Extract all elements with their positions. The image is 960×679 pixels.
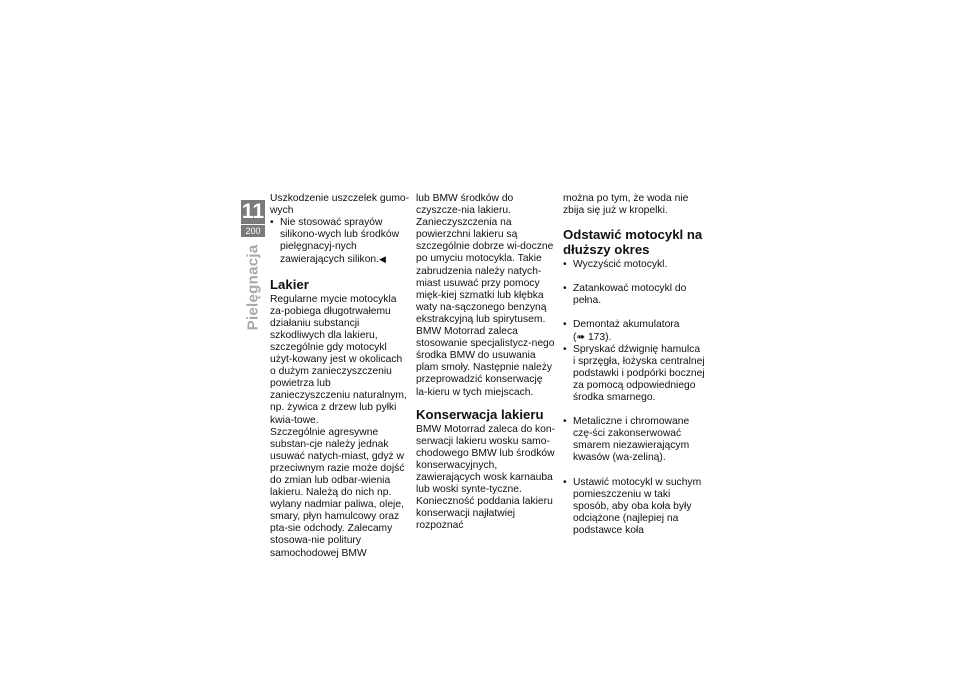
end-marker-icon: ◀ [379, 254, 386, 265]
section-title: Pielęgnacja [244, 244, 262, 331]
paragraph: Regularne mycie motocykla za-pobiega długotrwałemu działaniu substancji szkodliwych dla lakieru, szczególnie gdy motocykl użyt-kowany jest w okolicach o dużym zanieczyszczeniu powietrza lub zanieczyszczeniu naturalnym, np. żywica z drzew lub pyłki kwia-towe. [270, 293, 407, 426]
section-heading-lakier: Lakier [270, 276, 309, 292]
list-item-text: Demontaż akumulatora [573, 319, 680, 331]
chapter-tab [241, 200, 265, 237]
paragraph: Konieczność poddania lakieru konserwacji najłatwiej rozpoznać [416, 496, 553, 532]
list-item: • Zatankować motocykl do pełna. [563, 283, 705, 307]
silicone-warning-list [270, 217, 410, 266]
list-item [563, 319, 705, 343]
bullet-text: Nie stosować sprayów silikono-wych lub środków pielęgnacyj-nych zawierających silikon. [280, 217, 400, 266]
column-1 [270, 193, 410, 560]
section-heading-konserwacja: Konserwacja lakieru [416, 406, 544, 422]
list-item: • Ustawić motocykl w suchym pomieszczeniu w taki sposób, aby oba koła były odciążone (najlepiej na podstawce koła [563, 477, 705, 537]
list-item [270, 217, 410, 266]
paragraph: Szczególnie agresywne substan-cje należy jednak usuwać natych-miast, gdyż w przeciwnym razie może dojść do zmian lub odbar-wienia lakieru. Należą do nich np. wylany nadmiar paliwa, oleje, smary, płyn hamulcowy oraz pta-sie odchody. Zalecamy stosowa-nie politury samochodowej BMW [270, 426, 405, 559]
intro-text: Uszkodzenie uszczelek gumo-wych [270, 193, 410, 217]
paragraph: można po tym, że woda nie zbija się już w kropelki. [563, 193, 689, 217]
column-3 [563, 193, 705, 537]
reference-page: 173). [585, 331, 612, 343]
reference-paren: ( [573, 331, 577, 343]
section-heading-odstawic: Odstawić motocykl na dłuższy okres [563, 227, 703, 258]
column-2 [416, 193, 556, 532]
list-item: • Wyczyścić motocykl. [563, 259, 705, 271]
storage-steps-list [563, 259, 705, 537]
paragraph: lub BMW środków do czyszcze-nia lakieru. [416, 193, 514, 217]
chapter-number: 11 [241, 200, 265, 223]
paragraph: BMW Motorrad zaleca do kon-serwacji lakieru wosku samo-chodowego BMW lub środków konserwacyjnych, zawierających wosk karnauba lub woski synte-tyczne. [416, 423, 556, 496]
page-reference[interactable] [573, 332, 611, 343]
list-item: • Metaliczne i chromowane czę-ści zakonserwować smarem niezawierającym kwasów (wa-zeliną). [563, 416, 705, 464]
paragraph: Zanieczyszczenia na powierzchni lakieru są szczególnie dobrze wi-doczne po umyciu motocykla. Takie zabrudzenia należy natych-miast usuwać przy pomocy mięk-kiej szmatki lub kłębka waty na-sączonego benzyną ekstrakcyjną lub spirytusem. BMW Motorrad zaleca stosowanie specjalistycz-nego środka BMW do usuwania plam smoły. Następnie należy przeprowadzić konserwację la-kieru w tych miejscach. [416, 217, 555, 398]
list-item: • Spryskać dźwignię hamulca i sprzęgła, łożyska centralnej podstawki i podpórki bocznej za pomocą odpowiedniego środka smarnego. [563, 344, 705, 404]
arrow-reference-icon: ➠ [576, 331, 586, 343]
page-number: 200 [245, 226, 261, 236]
